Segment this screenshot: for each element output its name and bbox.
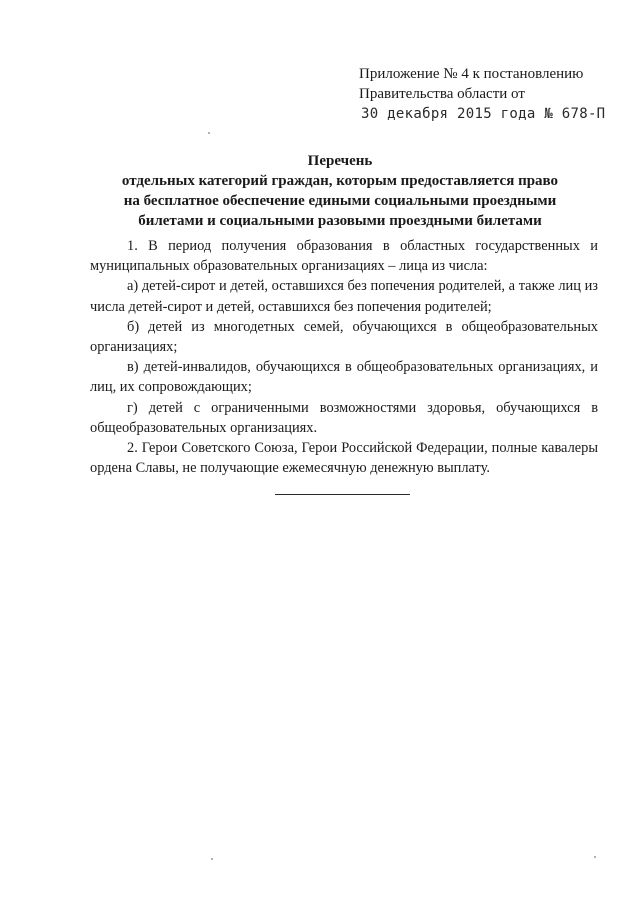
scan-speck: [208, 132, 210, 134]
list-item: б) детей из многодетных семей, обучающихся в общеобразовательных организациях;: [90, 318, 598, 356]
appendix-line-2: Правительства области от: [359, 86, 525, 102]
list-item: а) детей-сирот и детей, оставшихся без попечения родителей, а также лиц из числа детей-сирот и детей, оставшихся без попечения родителей;: [90, 278, 598, 315]
scan-speck: [594, 856, 596, 858]
list-item: 1. В период получения образования в областных государственных и муниципальных образовательных организациях – лица из числа:: [90, 238, 598, 275]
title-line-1: отдельных категорий граждан, которым предоставляется право: [121, 173, 559, 189]
list-item: 2. Герои Советского Союза, Герои Российской Федерации, полные кавалеры ордена Славы, не получающие ежемесячную денежную выплату.: [90, 440, 598, 477]
title-line-2: на бесплатное обеспечение едиными социальными проездными: [123, 193, 557, 209]
document-title: [60, 151, 620, 231]
list-item: в) детей-инвалидов, обучающихся в общеобразовательных организациях, и лиц, их сопровождающих;: [90, 359, 598, 396]
title-heading: Перечень: [307, 153, 373, 169]
appendix-reference: [359, 64, 619, 124]
scan-speck: [211, 858, 213, 860]
appendix-date-stamp: 30 декабря 2015 года № 678-П: [361, 106, 606, 122]
list-item: г) детей с ограниченными возможностями здоровья, обучающихся в общеобразовательных организациях.: [90, 399, 598, 436]
title-line-3: билетами и социальными разовыми проездными билетами: [138, 213, 542, 229]
closing-rule: [275, 494, 410, 495]
appendix-line-1: Приложение № 4 к постановлению: [359, 66, 584, 82]
document-body: [90, 236, 598, 478]
